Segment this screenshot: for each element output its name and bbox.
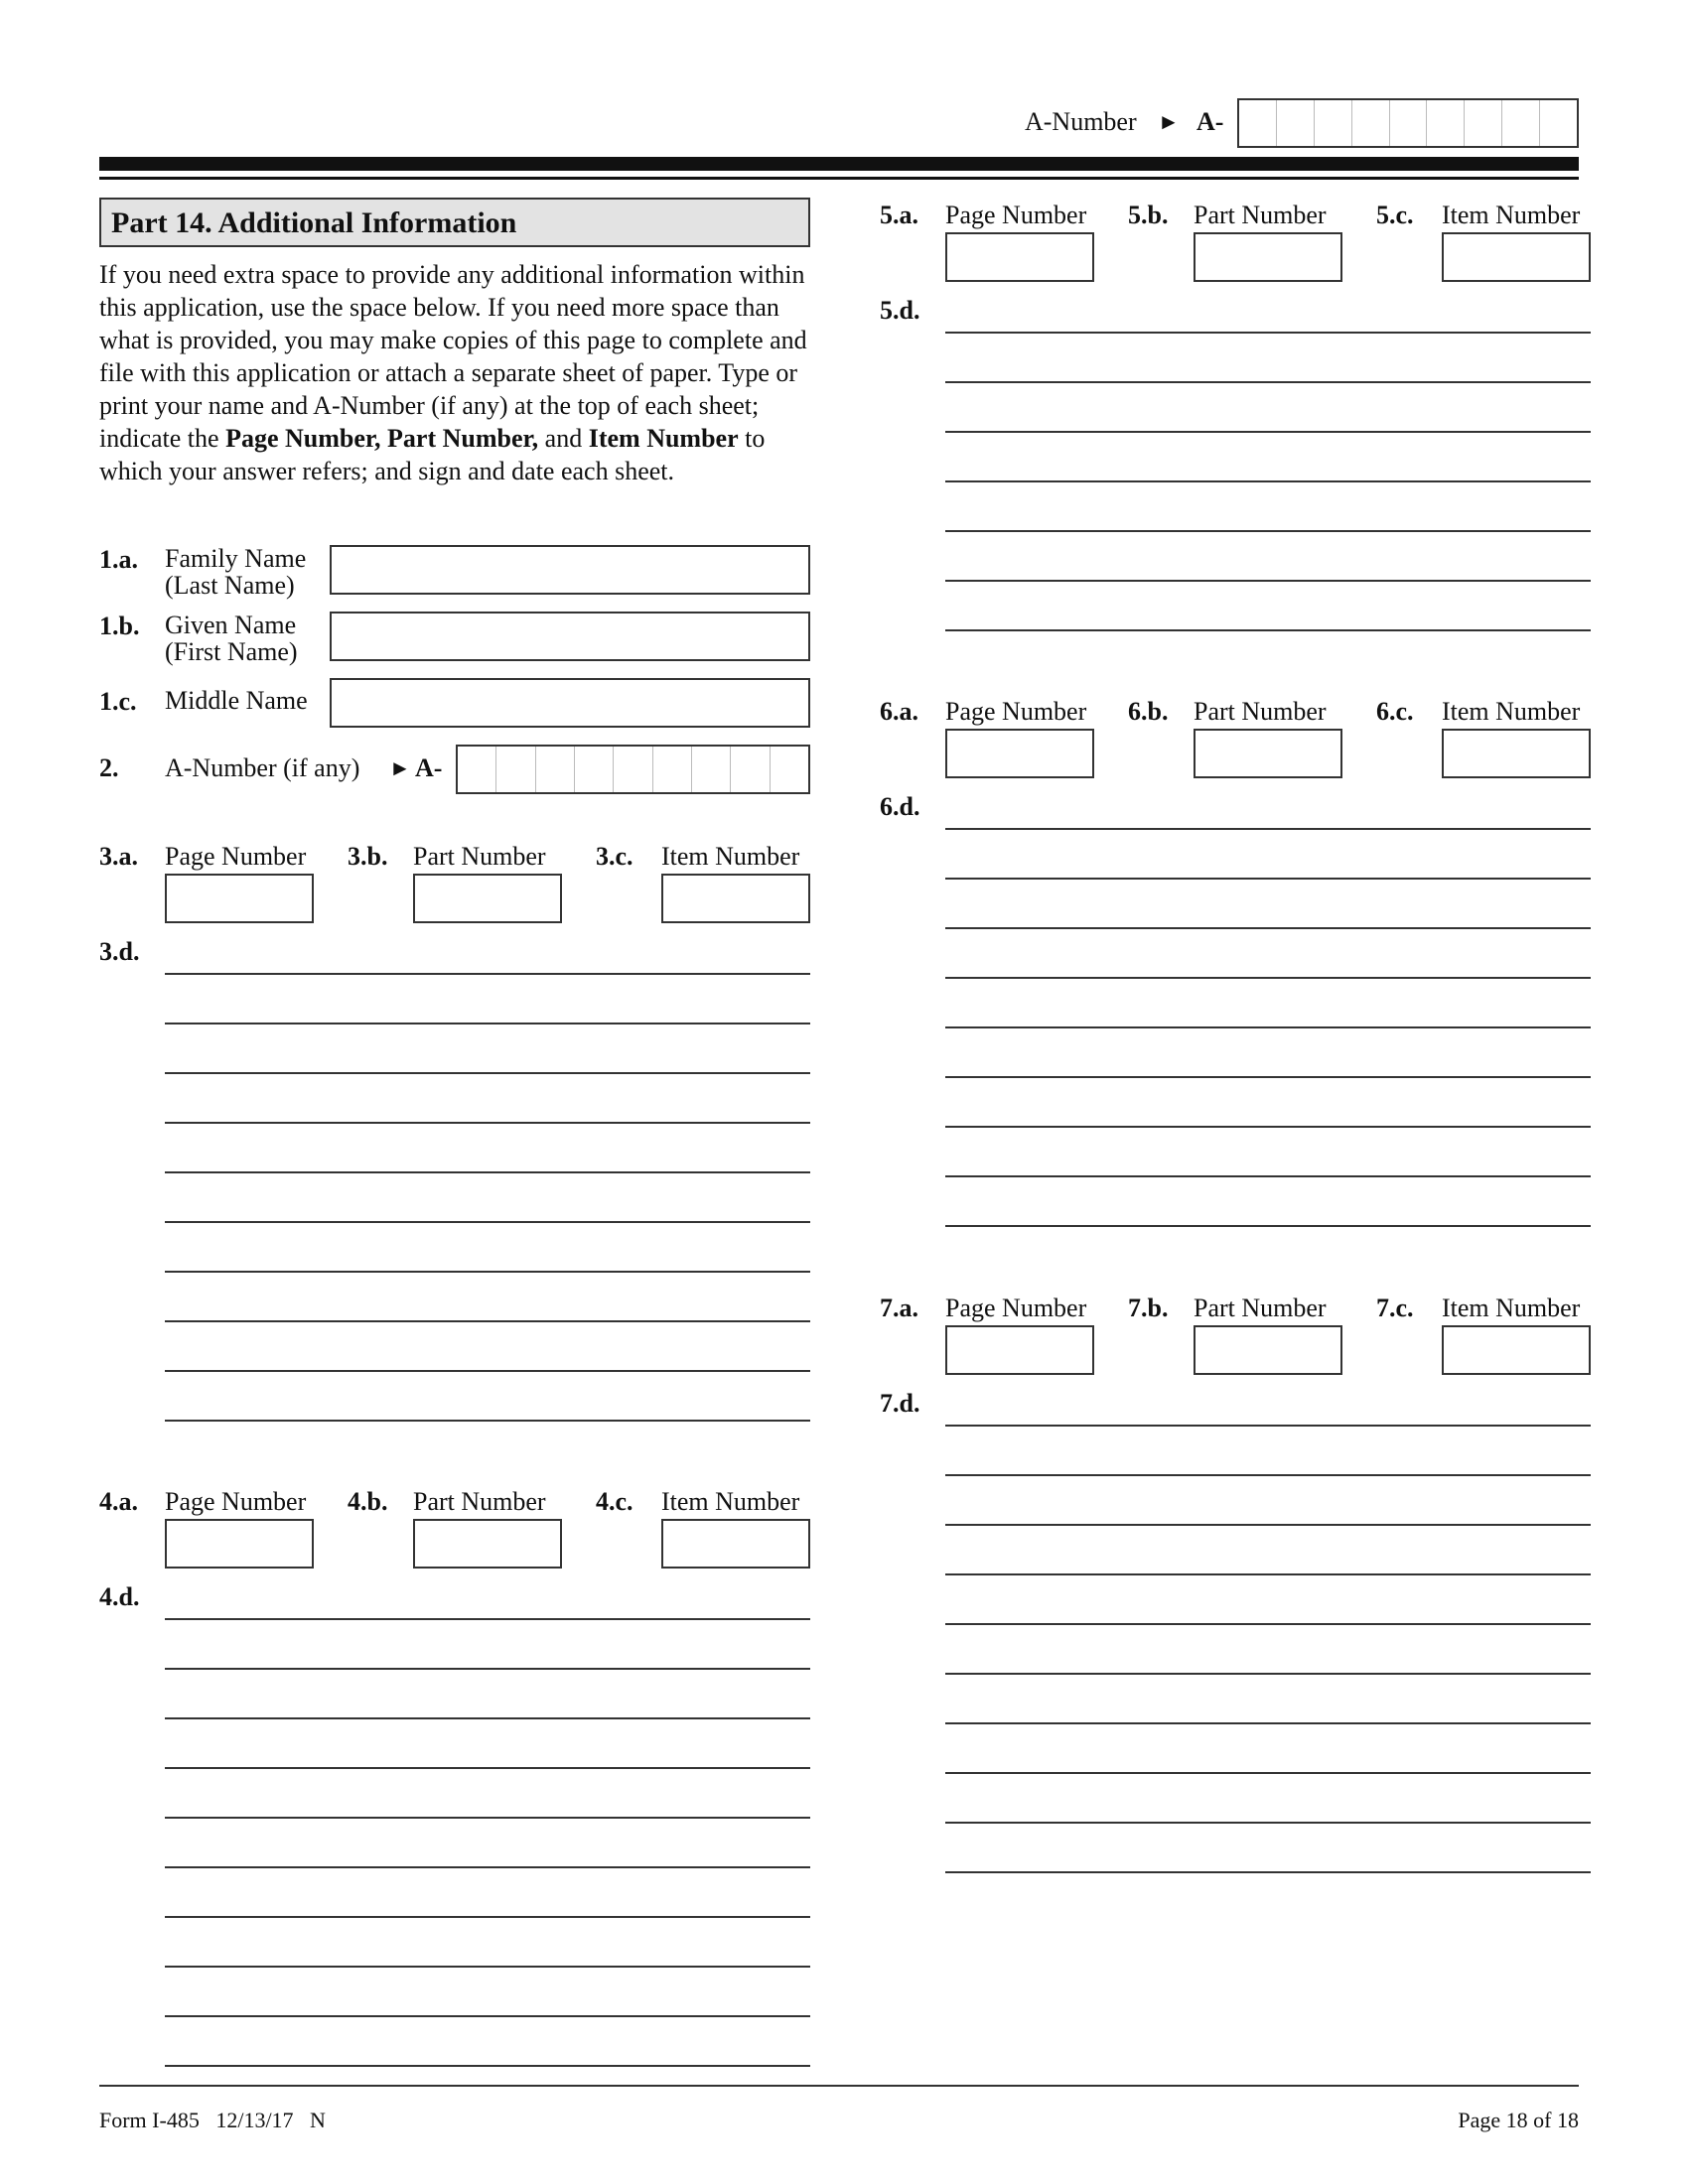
answer-line[interactable] — [165, 1023, 810, 1024]
digit-cell — [614, 747, 652, 792]
item-number-page: 4.a. — [99, 1487, 138, 1516]
answer-line[interactable] — [945, 1623, 1591, 1625]
item-number-part: 5.b. — [1128, 201, 1169, 229]
answer-line[interactable] — [165, 1966, 810, 1968]
instructions-text: to which your answer refers; and sign and date each sheet. — [99, 424, 766, 485]
digit-cell — [1502, 100, 1540, 146]
part-title: Part 14. Additional Information — [111, 206, 517, 239]
item-number-item: 4.c. — [596, 1487, 633, 1516]
answer-line[interactable] — [165, 1866, 810, 1868]
item-number-page: 7.a. — [880, 1294, 918, 1322]
answer-line[interactable] — [945, 530, 1591, 532]
page-number-field[interactable] — [945, 1325, 1094, 1375]
item-number-2: 2. — [99, 753, 119, 782]
middle-name-field[interactable] — [330, 678, 810, 728]
answer-line[interactable] — [945, 878, 1591, 880]
answer-line[interactable] — [945, 977, 1591, 979]
part-number-field[interactable] — [1194, 729, 1342, 778]
digit-cell — [1427, 100, 1465, 146]
family-name-label-line2: (Last Name) — [165, 571, 295, 600]
item-number-field[interactable] — [1442, 232, 1591, 282]
answer-line[interactable] — [945, 1076, 1591, 1078]
answer-line[interactable] — [945, 1126, 1591, 1128]
answer-line[interactable] — [945, 1871, 1591, 1873]
answer-line[interactable] — [165, 1767, 810, 1769]
a-number-prefix: A- — [415, 753, 443, 782]
answer-line[interactable] — [945, 1425, 1591, 1427]
item-number-answer: 5.d. — [880, 296, 920, 325]
item-number-item: 5.c. — [1376, 201, 1414, 229]
footer-rule — [99, 2085, 1579, 2087]
family-name-label — [165, 545, 306, 599]
answer-line[interactable] — [945, 1524, 1591, 1526]
digit-cell — [1352, 100, 1390, 146]
digit-cell — [1239, 100, 1277, 146]
part-number-field[interactable] — [413, 874, 562, 923]
a-number-label: A-Number (if any) — [165, 753, 360, 782]
item-number-page: 6.a. — [880, 697, 918, 726]
answer-line[interactable] — [165, 1072, 810, 1074]
item-number-item: 6.c. — [1376, 697, 1414, 726]
page-number-label: Page Number — [945, 1294, 1087, 1322]
digit-cell — [458, 747, 496, 792]
given-name-label — [165, 612, 298, 665]
a-number-field[interactable] — [456, 745, 810, 794]
answer-line[interactable] — [165, 1370, 810, 1372]
item-number-answer: 6.d. — [880, 792, 920, 821]
answer-line[interactable] — [945, 1175, 1591, 1177]
item-number-part: 3.b. — [348, 842, 388, 871]
form-identifier: Form I-485 12/13/17 N — [99, 2108, 326, 2132]
answer-line[interactable] — [165, 2065, 810, 2067]
answer-line[interactable] — [945, 1722, 1591, 1724]
part-number-label: Part Number — [1194, 697, 1327, 726]
answer-line[interactable] — [945, 381, 1591, 383]
given-name-label-line2: (First Name) — [165, 637, 298, 666]
answer-line[interactable] — [165, 1668, 810, 1670]
answer-line[interactable] — [945, 927, 1591, 929]
family-name-field[interactable] — [330, 545, 810, 595]
answer-line[interactable] — [945, 431, 1591, 433]
answer-line[interactable] — [165, 1817, 810, 1819]
answer-line[interactable] — [945, 1474, 1591, 1476]
part-number-field[interactable] — [1194, 1325, 1342, 1375]
answer-line[interactable] — [165, 1916, 810, 1918]
answer-line[interactable] — [165, 1618, 810, 1620]
part-number-field[interactable] — [1194, 232, 1342, 282]
answer-line[interactable] — [165, 2015, 810, 2017]
answer-line[interactable] — [165, 1171, 810, 1173]
instructions-paragraph — [99, 258, 814, 487]
answer-line[interactable] — [165, 1717, 810, 1719]
item-number-part: 4.b. — [348, 1487, 388, 1516]
answer-line[interactable] — [165, 1271, 810, 1273]
answer-line[interactable] — [945, 332, 1591, 334]
part-title-bar — [99, 198, 810, 247]
instructions-text: If you need extra space to provide any additional information within this application, use the space below. If you need more space than what is provided, you may make copies of this page to complete and file with this application or attach a separate sheet of paper. Type or print your name and A-Number (if any) at the top of each sheet; indicate the — [99, 260, 807, 453]
page-number-label: Page Number — [945, 201, 1087, 229]
page-number-field[interactable] — [165, 874, 314, 923]
a-number-header-label: A-Number — [1025, 107, 1137, 136]
part-number-label: Part Number — [1194, 1294, 1327, 1322]
item-number-answer: 3.d. — [99, 937, 140, 966]
answer-line[interactable] — [165, 1122, 810, 1124]
page-number-label: Page Number — [165, 842, 307, 871]
middle-name-label: Middle Name — [165, 686, 308, 715]
digit-cell — [1390, 100, 1428, 146]
item-number-1b: 1.b. — [99, 612, 140, 640]
answer-line[interactable] — [945, 1225, 1591, 1227]
digit-cell — [653, 747, 692, 792]
item-number-page: 3.a. — [99, 842, 138, 871]
digit-cell — [771, 747, 808, 792]
family-name-label-line1: Family Name — [165, 544, 307, 573]
item-number-label: Item Number — [1442, 697, 1581, 726]
a-number-header-field[interactable] — [1237, 98, 1579, 148]
answer-line[interactable] — [945, 1026, 1591, 1028]
page-number-label: Page Number — [945, 697, 1087, 726]
item-number-1c: 1.c. — [99, 687, 137, 716]
part-number-label: Part Number — [413, 842, 546, 871]
item-number-answer: 7.d. — [880, 1389, 920, 1418]
arrow-right-icon: ► — [1158, 109, 1180, 134]
digit-cell — [1277, 100, 1315, 146]
digit-cell — [1465, 100, 1502, 146]
item-number-part: 7.b. — [1128, 1294, 1169, 1322]
answer-line[interactable] — [165, 973, 810, 975]
instructions-text: and — [538, 424, 589, 453]
answer-line[interactable] — [945, 1822, 1591, 1824]
instructions-bold-text: Page Number, Part Number, — [225, 424, 539, 453]
given-name-label-line1: Given Name — [165, 611, 297, 639]
item-number-item: 3.c. — [596, 842, 633, 871]
item-number-part: 6.b. — [1128, 697, 1169, 726]
answer-line[interactable] — [945, 580, 1591, 582]
part-number-field[interactable] — [413, 1519, 562, 1569]
given-name-field[interactable] — [330, 612, 810, 661]
digit-cell — [536, 747, 575, 792]
item-number-item: 7.c. — [1376, 1294, 1414, 1322]
instructions-bold-text: Item Number — [588, 424, 739, 453]
digit-cell — [1540, 100, 1577, 146]
page-number-label: Page Number — [165, 1487, 307, 1516]
page-number-field[interactable] — [945, 729, 1094, 778]
digit-cell — [731, 747, 770, 792]
item-number-label: Item Number — [1442, 1294, 1581, 1322]
item-number-label: Item Number — [661, 842, 800, 871]
answer-line[interactable] — [945, 1573, 1591, 1575]
answer-line[interactable] — [165, 1420, 810, 1422]
answer-line[interactable] — [165, 1221, 810, 1223]
answer-line[interactable] — [945, 1772, 1591, 1774]
arrow-right-icon: ► — [389, 755, 411, 780]
item-number-1a: 1.a. — [99, 545, 138, 574]
digit-cell — [692, 747, 731, 792]
item-number-label: Item Number — [1442, 201, 1581, 229]
header-thin-rule — [99, 177, 1579, 180]
digit-cell — [1315, 100, 1352, 146]
part-number-label: Part Number — [413, 1487, 546, 1516]
page-indicator: Page 18 of 18 — [1458, 2108, 1579, 2132]
page-number-field[interactable] — [945, 232, 1094, 282]
digit-cell — [496, 747, 535, 792]
answer-line[interactable] — [945, 480, 1591, 482]
item-number-answer: 4.d. — [99, 1582, 140, 1611]
item-number-label: Item Number — [661, 1487, 800, 1516]
answer-line[interactable] — [945, 629, 1591, 631]
a-number-prefix: A- — [1196, 107, 1224, 136]
page-number-field[interactable] — [165, 1519, 314, 1569]
item-number-field[interactable] — [661, 874, 810, 923]
digit-cell — [575, 747, 614, 792]
item-number-field[interactable] — [1442, 729, 1591, 778]
header-thick-rule — [99, 157, 1579, 171]
item-number-field[interactable] — [1442, 1325, 1591, 1375]
answer-line[interactable] — [945, 828, 1591, 830]
part-number-label: Part Number — [1194, 201, 1327, 229]
item-number-field[interactable] — [661, 1519, 810, 1569]
answer-line[interactable] — [945, 1673, 1591, 1675]
item-number-page: 5.a. — [880, 201, 918, 229]
answer-line[interactable] — [165, 1320, 810, 1322]
